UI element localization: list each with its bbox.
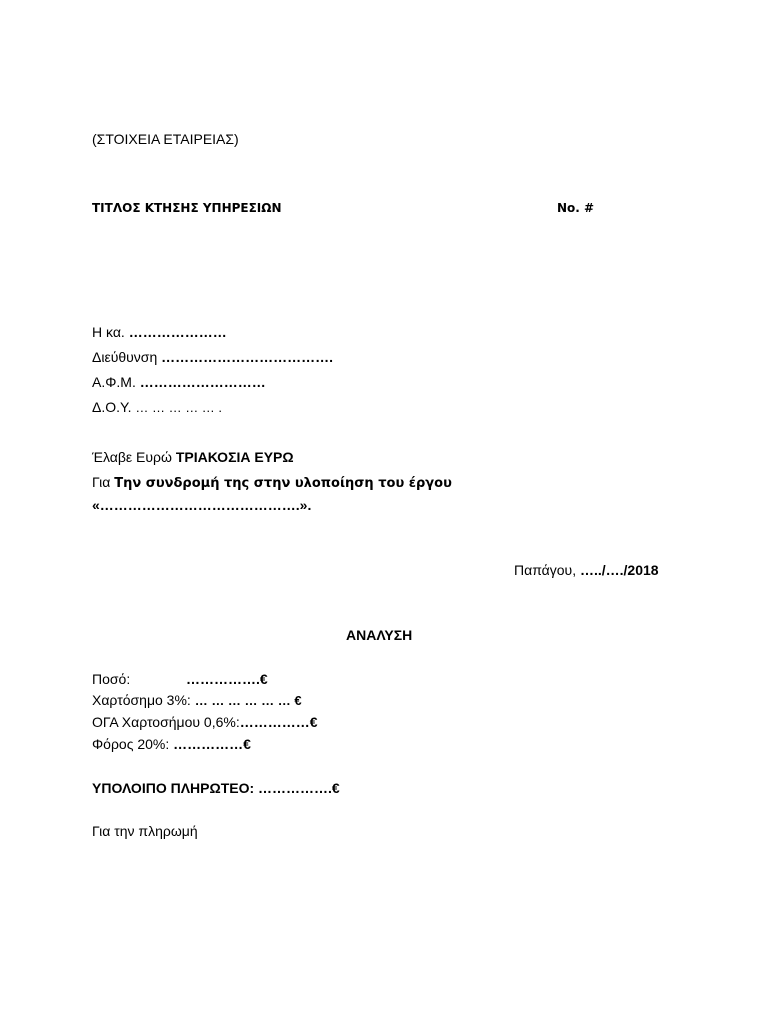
analysis-tax-line	[92, 736, 251, 752]
company-placeholder: (ΣΤΟΙΧΕΙΑ ΕΤΑΙΡΕΙΑΣ)	[92, 131, 239, 147]
document-number: No. #	[557, 201, 595, 215]
payment-text: Για την πληρωμή	[92, 823, 198, 839]
recipient-afm-label: Α.Φ.Μ.	[92, 374, 136, 390]
purpose-label: Για	[92, 474, 111, 490]
place-date-line	[514, 562, 659, 578]
recipient-name-label: Η κα.	[92, 324, 125, 340]
recipient-name-line	[92, 324, 227, 340]
analysis-oga-label: ΟΓΑ Χαρτοσήμου 0,6%:	[92, 714, 240, 730]
purpose-text: Την συνδρομή της στην υλοποίηση του έργου	[114, 476, 452, 491]
purpose-line	[92, 474, 452, 491]
received-amount: ΤΡΙΑΚΟΣΙΑ ΕΥΡΩ	[175, 449, 294, 465]
analysis-stamp-line	[92, 692, 302, 708]
balance-value: …………….€	[258, 780, 340, 796]
project-name: «…………………………………….».	[92, 497, 312, 513]
recipient-doy-label: Δ.Ο.Υ.	[92, 399, 132, 415]
recipient-afm-line	[92, 374, 266, 390]
analysis-amount-label: Ποσό:	[92, 671, 131, 687]
analysis-amount-line	[92, 671, 268, 687]
recipient-doy-value: … … … … … .	[135, 400, 223, 415]
analysis-oga-value: ……………€	[239, 714, 318, 730]
balance-label: ΥΠΟΛΟΙΠΟ ΠΛΗΡΩΤΕΟ:	[92, 780, 255, 796]
analysis-amount-value: …………….€	[186, 671, 268, 687]
analysis-stamp-label: Χαρτόσημο 3%:	[92, 692, 191, 708]
recipient-doy-line	[92, 399, 222, 415]
received-line	[92, 449, 294, 465]
received-label: Έλαβε Ευρώ	[92, 449, 172, 465]
place: Παπάγου,	[514, 562, 577, 578]
recipient-address-value: ……………………………….	[161, 349, 334, 365]
balance-line	[92, 780, 340, 796]
recipient-name-value: …………………	[128, 324, 227, 340]
analysis-tax-value: ……………€	[173, 736, 251, 752]
document-title: ΤΙΤΛΟΣ ΚΤΗΣΗΣ ΥΠΗΡΕΣΙΩΝ	[92, 201, 282, 215]
analysis-tax-label: Φόρος 20%:	[92, 736, 170, 752]
recipient-afm-value: ………………………	[139, 374, 266, 390]
recipient-address-line	[92, 349, 333, 365]
analysis-oga-line	[92, 714, 318, 730]
analysis-title: ΑΝΑΛΥΣΗ	[346, 627, 413, 643]
date: …../…./2018	[579, 562, 659, 578]
recipient-address-label: Διεύθυνση	[92, 349, 158, 365]
analysis-stamp-value: … … … … … … €	[194, 693, 302, 708]
